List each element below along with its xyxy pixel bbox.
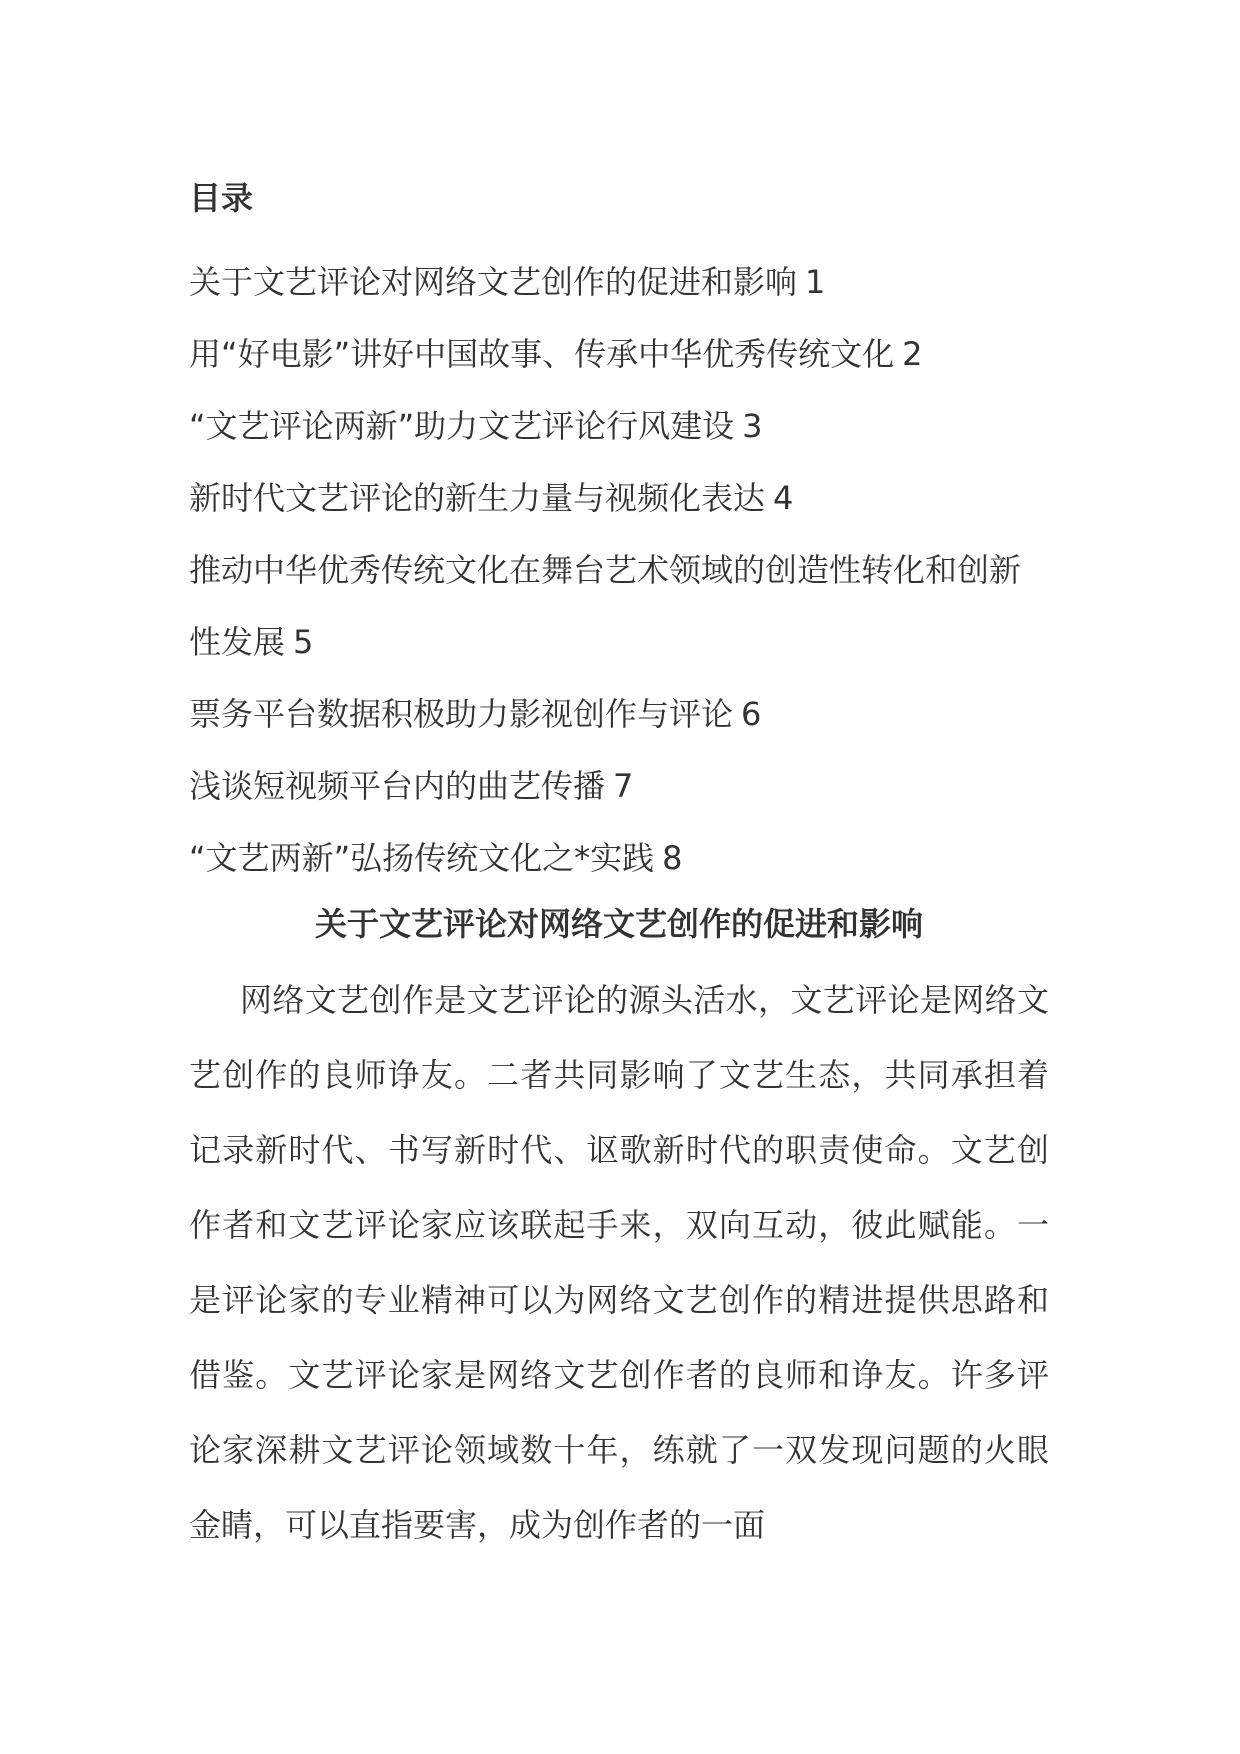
- toc-entry[interactable]: [189, 246, 1049, 318]
- toc-entry[interactable]: [189, 750, 1049, 822]
- toc-entry[interactable]: [189, 462, 1049, 534]
- toc-entry-page: 1: [805, 263, 826, 301]
- toc-entry-page: 2: [902, 335, 923, 373]
- toc-entry-title: 关于文艺评论对网络文艺创作的促进和影响: [189, 263, 798, 301]
- toc-entry-title: “文艺评论两新”助力文艺评论行风建设: [189, 407, 735, 445]
- toc-entry-title: “文艺两新”弘扬传统文化之*实践: [189, 839, 655, 877]
- toc-entry-page: 6: [741, 695, 762, 733]
- toc-entry[interactable]: [189, 390, 1049, 462]
- toc-entry[interactable]: [189, 534, 1039, 678]
- article-body-paragraph: 网络文艺创作是文艺评论的源头活水，文艺评论是网络文艺创作的良师诤友。二者共同影响了文艺生态，共同承担着记录新时代、书写新时代、讴歌新时代的职责使命。文艺创作者和文艺评论家应该联起手来，双向互动，彼此赋能。一是评论家的专业精神可以为网络文艺创作的精进提供思路和借鉴。文艺评论家是网络文艺创作者的良师和诤友。许多评论家深耕文艺评论领域数十年，练就了一双发现问题的火眼金睛，可以直指要害，成为创作者的一面: [189, 981, 1049, 1544]
- toc-entry[interactable]: [189, 822, 1049, 894]
- toc-entry[interactable]: [189, 318, 1049, 390]
- toc-entry-title: 推动中华优秀传统文化在舞台艺术领域的创造性转化和创新性发展: [189, 551, 1022, 661]
- toc-entry-title: 票务平台数据积极助力影视创作与评论: [189, 695, 734, 733]
- toc-entry[interactable]: [189, 678, 1049, 750]
- toc-entry-title: 用“好电影”讲好中国故事、传承中华优秀传统文化: [189, 335, 895, 373]
- toc-entry-page: 8: [662, 839, 683, 877]
- toc-heading: 目录: [189, 179, 254, 217]
- toc-entry-page: 3: [742, 407, 763, 445]
- toc-entry-title: 浅谈短视频平台内的曲艺传播: [189, 767, 606, 805]
- toc-entry-page: 7: [613, 767, 634, 805]
- table-of-contents: [189, 246, 1049, 894]
- toc-entry-title: 新时代文艺评论的新生力量与视频化表达: [189, 479, 766, 517]
- toc-entry-page: 4: [773, 479, 794, 517]
- toc-entry-page: 5: [293, 623, 314, 661]
- article-title: 关于文艺评论对网络文艺创作的促进和影响: [314, 905, 923, 943]
